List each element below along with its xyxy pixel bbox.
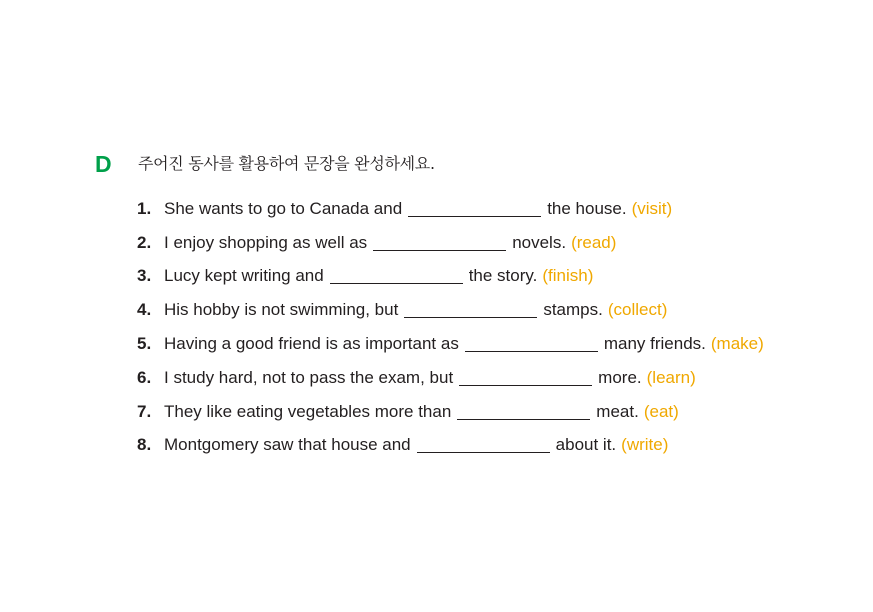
- exercise-number: 3.: [137, 266, 152, 286]
- answer-blank[interactable]: [408, 201, 541, 217]
- verb-hint: (eat): [643, 401, 679, 421]
- sentence-after: the story.: [468, 266, 538, 286]
- sentence-after: novels.: [512, 232, 567, 252]
- sentence-before: They like eating vegetables more than: [164, 401, 452, 421]
- sentence-before: His hobby is not swimming, but: [164, 300, 399, 320]
- sentence-after: many friends.: [603, 334, 706, 354]
- exercise-number: 2.: [137, 232, 152, 252]
- exercise-item: [137, 361, 764, 395]
- answer-blank[interactable]: [330, 268, 463, 284]
- verb-hint: (write): [621, 435, 669, 455]
- answer-blank[interactable]: [457, 404, 590, 420]
- sentence-after: about it.: [555, 435, 617, 455]
- sentence-before: Montgomery saw that house and: [164, 435, 411, 455]
- exercise-number: 8.: [137, 435, 152, 455]
- sentence-before: I study hard, not to pass the exam, but: [164, 367, 454, 387]
- section-letter: D: [95, 151, 112, 177]
- sentence-before: Lucy kept writing and: [164, 266, 324, 286]
- exercise-item: [137, 226, 764, 260]
- sentence-after: meat.: [596, 401, 639, 421]
- answer-blank[interactable]: [459, 370, 592, 386]
- exercise-item: [137, 293, 764, 327]
- exercise-item: [137, 327, 764, 361]
- exercise-item: [137, 192, 764, 226]
- answer-blank[interactable]: [404, 302, 537, 318]
- answer-blank[interactable]: [465, 336, 598, 352]
- answer-blank[interactable]: [417, 437, 550, 453]
- exercise-number: 1.: [137, 198, 152, 218]
- verb-hint: (visit): [631, 198, 673, 218]
- exercise-item: [137, 260, 764, 294]
- verb-hint: (read): [571, 232, 617, 252]
- exercise-number: 6.: [137, 367, 152, 387]
- exercise-number: 4.: [137, 300, 152, 320]
- sentence-after: more.: [598, 367, 642, 387]
- verb-hint: (learn): [646, 367, 696, 387]
- exercise-item: [137, 395, 764, 429]
- verb-hint: (make): [710, 334, 764, 354]
- sentence-after: the house.: [547, 198, 627, 218]
- answer-blank[interactable]: [373, 235, 506, 251]
- exercise-number: 7.: [137, 401, 152, 421]
- exercise-list: [137, 192, 764, 462]
- verb-hint: (collect): [607, 300, 668, 320]
- exercise-item: [137, 429, 764, 463]
- sentence-after: stamps.: [543, 300, 603, 320]
- sentence-before: I enjoy shopping as well as: [164, 232, 368, 252]
- sentence-before: Having a good friend is as important as: [164, 334, 459, 354]
- section-instruction: 주어진 동사를 활용하여 문장을 완성하세요.: [138, 154, 435, 173]
- exercise-number: 5.: [137, 334, 152, 354]
- verb-hint: (finish): [542, 266, 594, 286]
- sentence-before: She wants to go to Canada and: [164, 198, 403, 218]
